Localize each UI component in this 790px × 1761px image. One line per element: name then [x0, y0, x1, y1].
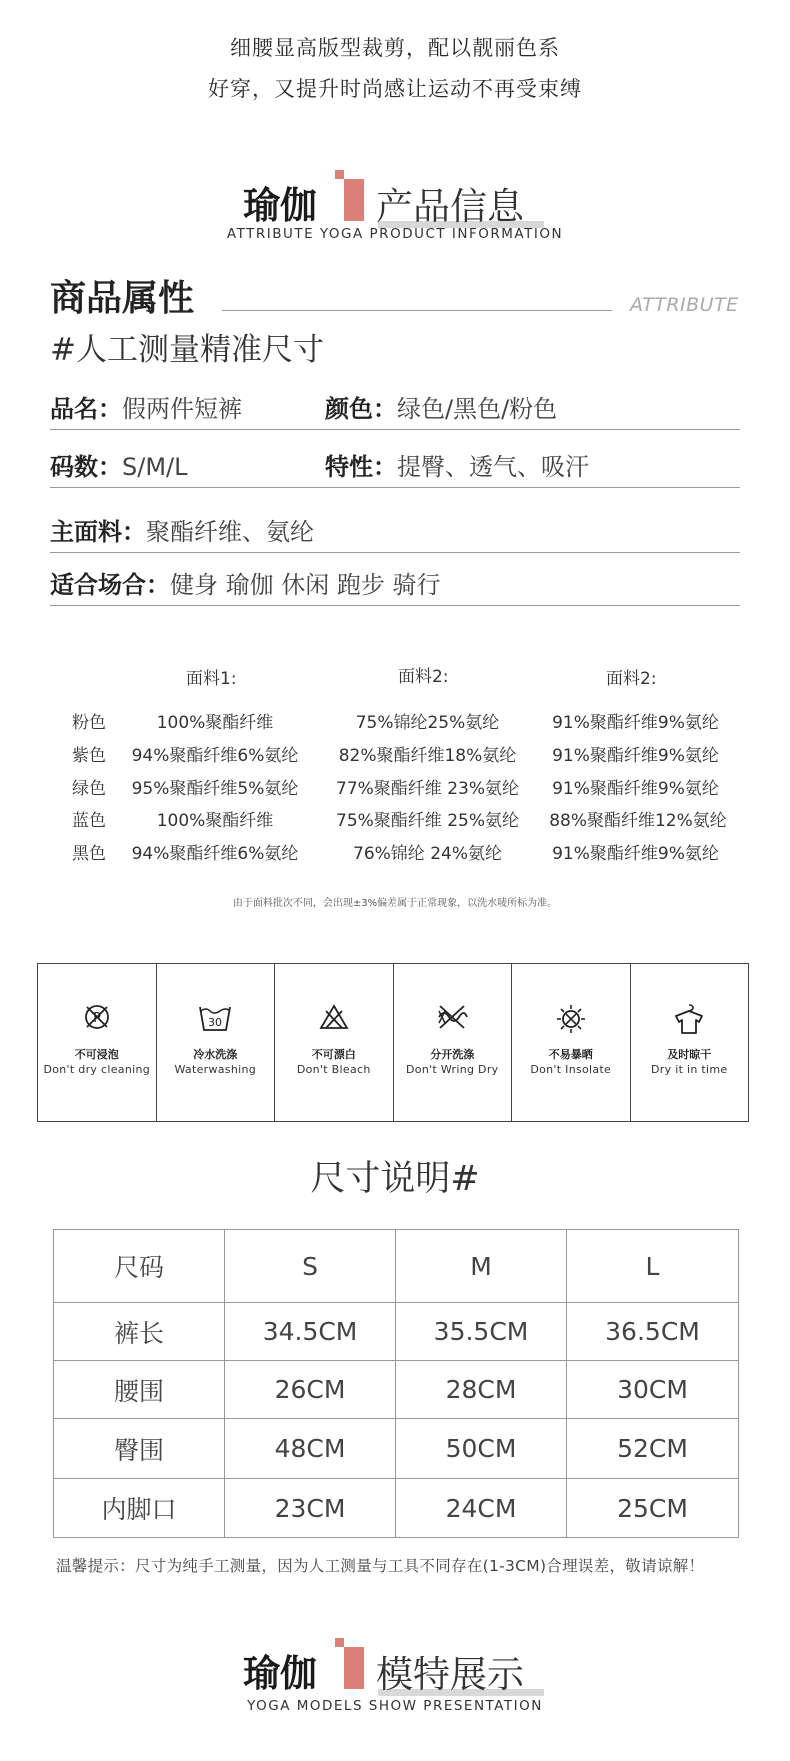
table-cell: 50CM [396, 1419, 567, 1479]
table-header-cell: L [567, 1230, 739, 1303]
accent-bar [344, 1647, 364, 1689]
table-row [54, 1361, 739, 1419]
care-en: Dry it in time [651, 1063, 728, 1076]
care-en: Don't dry cleaning [43, 1063, 150, 1076]
table-cell: 26CM [225, 1361, 396, 1419]
table-row [54, 1303, 739, 1361]
fabric-header-3: 面料2: [606, 669, 657, 689]
attribute-occasion: 适合场合：健身 瑜伽 休闲 跑步 骑行 [50, 571, 441, 599]
table-header-cell: M [396, 1230, 567, 1303]
fabric-color: 蓝色 [72, 811, 106, 831]
table-cell: 腰围 [54, 1361, 225, 1419]
table-cell: 24CM [396, 1479, 567, 1538]
table-cell: 25CM [567, 1479, 739, 1538]
care-en: Don't Bleach [296, 1063, 371, 1076]
table-row [54, 1230, 739, 1303]
header-bold-text: 瑜伽 [243, 1652, 317, 1695]
care-item [631, 964, 749, 1121]
care-item [512, 964, 631, 1121]
accent-square [335, 1638, 344, 1647]
no-bleach-icon [319, 1003, 349, 1031]
header-en-text: ATTRIBUTE YOGA PRODUCT INFORMATION [226, 226, 564, 242]
care-en: Don't Insolate [530, 1063, 612, 1076]
table-header-cell: 尺码 [54, 1230, 225, 1303]
table-cell: 28CM [396, 1361, 567, 1419]
fabric-cell: 91%聚酯纤维9%氨纶 [552, 844, 719, 864]
no-soak-icon [83, 1003, 111, 1031]
svg-text:30: 30 [208, 1016, 223, 1029]
hang-dry-icon [672, 1003, 706, 1035]
care-en: Don't Wring Dry [406, 1063, 499, 1076]
attributes-divider [222, 310, 612, 311]
attribute-fabric: 主面料：聚酯纤维、氨纶 [50, 518, 314, 546]
table-cell: 52CM [567, 1419, 739, 1479]
table-row [54, 1479, 739, 1538]
attribute-row [50, 433, 740, 488]
care-cn: 不易暴晒 [548, 1048, 593, 1061]
attribute-row [50, 498, 740, 553]
fabric-cell: 95%聚酯纤维5%氨纶 [131, 779, 299, 799]
attribute-name: 品名：假两件短裤 [50, 395, 242, 423]
header-light-text: 产品信息 [376, 185, 524, 228]
fabric-header-1: 面料1: [186, 669, 237, 689]
care-item [394, 964, 513, 1121]
fabric-cell: 94%聚酯纤维6%氨纶 [131, 746, 299, 766]
care-item [275, 964, 394, 1121]
table-header-cell: S [225, 1230, 396, 1303]
table-cell: 35.5CM [396, 1303, 567, 1361]
table-cell: 内脚口 [54, 1479, 225, 1538]
attribute-row [50, 375, 740, 430]
table-cell: 30CM [567, 1361, 739, 1419]
attributes-en: ATTRIBUTE [630, 294, 739, 316]
attribute-feature: 特性：提臀、透气、吸汗 [325, 453, 589, 481]
fabric-color: 绿色 [72, 779, 106, 799]
table-row [54, 1419, 739, 1479]
fabric-color: 粉色 [72, 713, 106, 733]
accent-square [335, 170, 344, 179]
fabric-cell: 77%聚酯纤维 23%氨纶 [336, 779, 519, 799]
care-cn: 分开洗涤 [430, 1048, 475, 1061]
fabric-color: 紫色 [72, 746, 106, 766]
attribute-color: 颜色：绿色/黑色/粉色 [325, 395, 558, 423]
fabric-cell: 100%聚酯纤维 [156, 811, 274, 831]
care-item [38, 964, 157, 1121]
fabric-note: 由于面料批次不同，会出现±3%偏差属于正常现象，以洗水唛所标为准。 [232, 898, 558, 909]
care-en: Waterwashing [174, 1063, 257, 1076]
care-cn: 不可浸泡 [74, 1048, 119, 1061]
no-wring-icon [435, 1003, 469, 1031]
no-sun-icon [555, 1003, 587, 1035]
size-title: 尺寸说明# [310, 1159, 480, 1199]
fabric-header-2: 面料2: [398, 667, 449, 687]
table-cell: 48CM [225, 1419, 396, 1479]
table-cell: 裤长 [54, 1303, 225, 1361]
fabric-cell: 94%聚酯纤维6%氨纶 [131, 844, 299, 864]
header-light-text: 模特展示 [376, 1653, 524, 1696]
fabric-cell: 91%聚酯纤维9%氨纶 [552, 713, 719, 733]
fabric-cell: 100%聚酯纤维 [156, 713, 274, 733]
care-cn: 冷水洗涤 [193, 1048, 238, 1061]
svg-text:P: P [92, 1011, 101, 1026]
attributes-title: 商品属性 [50, 278, 195, 319]
table-cell: 36.5CM [567, 1303, 739, 1361]
care-cn: 及时晾干 [667, 1048, 712, 1061]
fabric-cell: 91%聚酯纤维9%氨纶 [552, 779, 719, 799]
attribute-size: 码数：S/M/L [50, 453, 188, 481]
size-tip: 温馨提示：尺寸为纯手工测量，因为人工测量与工具不同存在(1-3CM)合理误差，敬请谅解！ [56, 1557, 705, 1575]
care-item [157, 964, 276, 1121]
intro-line-1: 细腰显高版型裁剪，配以靓丽色系 [230, 36, 560, 60]
product-info-header [0, 170, 790, 250]
fabric-cell: 82%聚酯纤维18%氨纶 [338, 746, 517, 766]
wash-30-icon [198, 1003, 232, 1033]
table-cell: 臀围 [54, 1419, 225, 1479]
table-cell: 34.5CM [225, 1303, 396, 1361]
fabric-color: 黑色 [72, 844, 106, 864]
table-cell: 23CM [225, 1479, 396, 1538]
header-bold-text: 瑜伽 [243, 184, 317, 227]
size-table [53, 1229, 739, 1538]
fabric-cell: 88%聚酯纤维12%氨纶 [549, 811, 727, 831]
models-header [0, 1638, 790, 1718]
fabric-cell: 75%锦纶25%氨纶 [355, 713, 500, 733]
care-instructions [37, 963, 749, 1122]
accent-bar [344, 179, 364, 221]
intro-line-2: 好穿，又提升时尚感让运动不再受束缚 [208, 77, 582, 101]
attributes-subtitle: #人工测量精准尺寸 [50, 332, 324, 368]
attribute-row [50, 551, 740, 606]
fabric-cell: 76%锦纶 24%氨纶 [353, 844, 502, 864]
fabric-cell: 75%聚酯纤维 25%氨纶 [336, 811, 519, 831]
fabric-cell: 91%聚酯纤维9%氨纶 [552, 746, 719, 766]
header-en-text: YOGA MODELS SHOW PRESENTATION [247, 1698, 543, 1714]
care-cn: 不可漂白 [311, 1048, 356, 1061]
